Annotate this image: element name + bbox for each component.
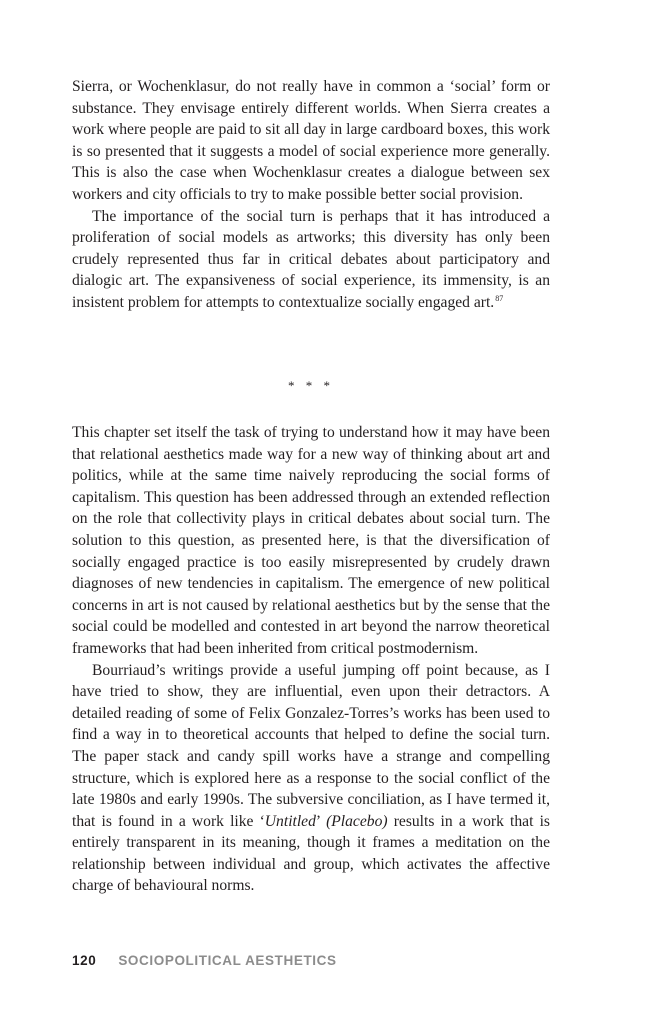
paragraph-bourriaud: Bourriaud’s writings provide a useful jumping off point because, as I have tried to show, they are influential, even upon their detractors. A detailed reading of some of Felix Gonzalez-Torres’s works has been used to find a way in to theoretical accounts that helped to define the social turn. The paper stack and candy spill works have a strange and compelling structure, which is explored here as a response to the social conflict of the late 1980s and early 1990s. The subversive conciliation, as I have termed it, that is found in a work like ‘Untitled’ (Placebo) results in a work that is entirely transparent in its meaning, though it frames a meditation on the relationship between individual and group, which activates the affective charge of behavioural norms.: [72, 661, 550, 895]
paragraph-chapter-summary: This chapter set itself the task of trying to understand how it may have been that relational aesthetics made way for a new way of thinking about art and politics, while at the same time naively reproducing the social forms of capitalism. This question has been addressed through an extended reflection on the role that collectivity plays in critical debates about social turn. The solution to this question, as presented here, is that the diversification of socially engaged practice is too easily misrepresented by crudely drawn diagnoses of new tendencies in capitalism. The emergence of new political concerns in art is not caused by relational aesthetics but by the sense that the social could be modelled and contested in art beyond the narrow theoretical frameworks that had been inherited from critical postmodernism.: [72, 424, 550, 657]
footnote-marker: 87: [495, 293, 504, 303]
paragraph-social-turn: The importance of the social turn is perhaps that it has introduced a proliferation of social models as artworks; this diversity has only been crudely represented thus far in critical debates about participatory and dialogic art. The expansiveness of social experience, its immensity, is an insistent problem for attempts to contextualize socially engaged art.$^{87}$: [72, 207, 550, 311]
paragraph-continued: Sierra, or Wochenklasur, do not really have in common a ‘social’ form or substance. They envisage entirely different worlds. When Sierra creates a work where people are paid to sit all day in large cardboard boxes, this work is so presented that it suggests a model of social experience more generally. This is also the case when Wochenklasur creates a dialogue between sex workers and city officials to try to make possible better social provision.: [72, 78, 550, 203]
running-head: SOCIOPOLITICAL AESTHETICS: [118, 953, 337, 968]
artwork-title-placebo: (Placebo): [326, 812, 388, 830]
page-number: 120: [72, 953, 97, 968]
artwork-title-untitled: Untitled: [264, 812, 316, 830]
section-break: * * *: [288, 378, 334, 393]
page-footer: [72, 953, 337, 968]
body-text-upper: [72, 76, 550, 314]
body-text-conclusion: [72, 422, 550, 897]
